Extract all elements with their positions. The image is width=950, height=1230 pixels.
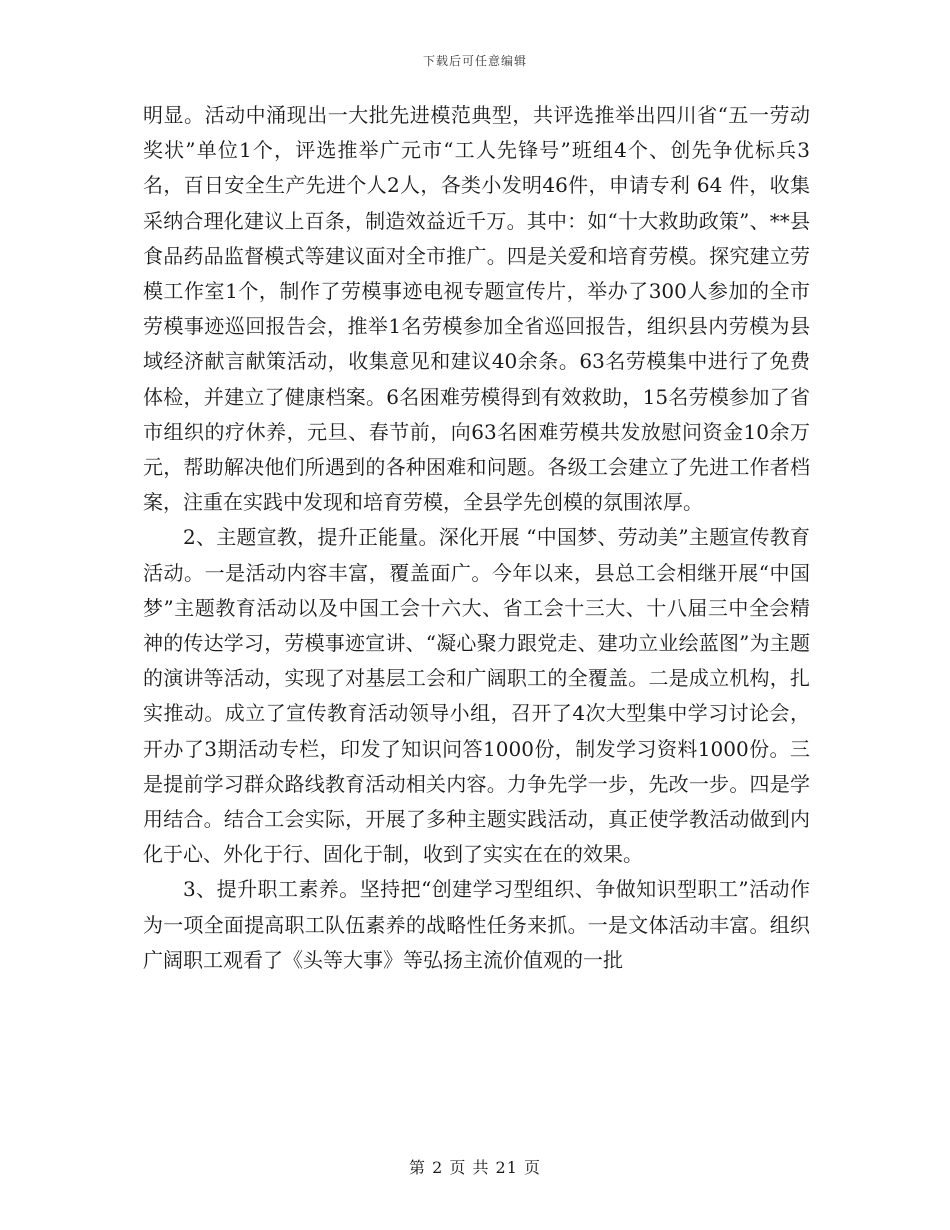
paragraph-section-3: 3、提升职工素养。坚持把“创建学习型组织、争做知识型职工”活动作为一项全面提高职工队伍素养的战略性任务来抓。一是文体活动丰富。组织广阔职工观看了《头等大事》等弘扬主流价值观的一批 [143, 877, 810, 972]
document-body [143, 98, 810, 978]
paragraph-section-2: 2、主题宣教，提升正能量。深化开展 “中国梦、劳动美”主题宣传教育活动。一是活动内容丰富，覆盖面广。今年以来，县总工会相继开展“中国梦”主题教育活动以及中国工会十六大、省工会十三大、十八届三中全会精神的传达学习，劳模事迹宣讲、“凝心聚力跟党走、建功立业绘蓝图”为主题的演讲等活动，实现了对基层工会和广阔职工的全覆盖。二是成立机构，扎实推动。成立了宣传教育活动领导小组，召开了4次大型集中学习讨论会，开办了3期活动专栏，印发了知识问答1000份，制发学习资料1000份。三是提前学习群众路线教育活动相关内容。力争先学一步，先改一步。四是学用结合。结合工会实际，开展了多种主题实践活动，真正使学教活动做到内化于心、外化于行、固化于制，收到了实实在在的效果。 [143, 525, 810, 867]
paragraph-continuation: 明显。活动中涌现出一大批先进模范典型，共评选推举出四川省“五一劳动奖状”单位1个，评选推举广元市“工人先锋号”班组4个、创先争优标兵3名，百日安全生产先进个人2人，各类小发明46件，申请专利 64 件，收集采纳合理化建议上百条，制造效益近千万。其中：如“十大救助政策”、**县食品药品监督模式等建议面对全市推广。四是关爱和培育劳模。探究建立劳模工作室1个，制作了劳模事迹电视专题宣传片，举办了300人参加的全市劳模事迹巡回报告会，推举1名劳模参加全省巡回报告，组织县内劳模为县域经济献言献策活动，收集意见和建议40余条。63名劳模集中进行了免费体检，并建立了健康档案。6名困难劳模得到有效救助，15名劳模参加了省市组织的疗休养，元旦、春节前，向63名困难劳模共发放慰问资金10余万元，帮助解决他们所遇到的各种困难和问题。各级工会建立了先进工作者档案，注重在实践中发现和培育劳模，全县学先创模的氛围浓厚。 [143, 103, 810, 515]
page-header: 下载后可任意编辑 [422, 54, 527, 68]
page-footer: 第 2 页 共 21 页 [409, 1158, 541, 1177]
